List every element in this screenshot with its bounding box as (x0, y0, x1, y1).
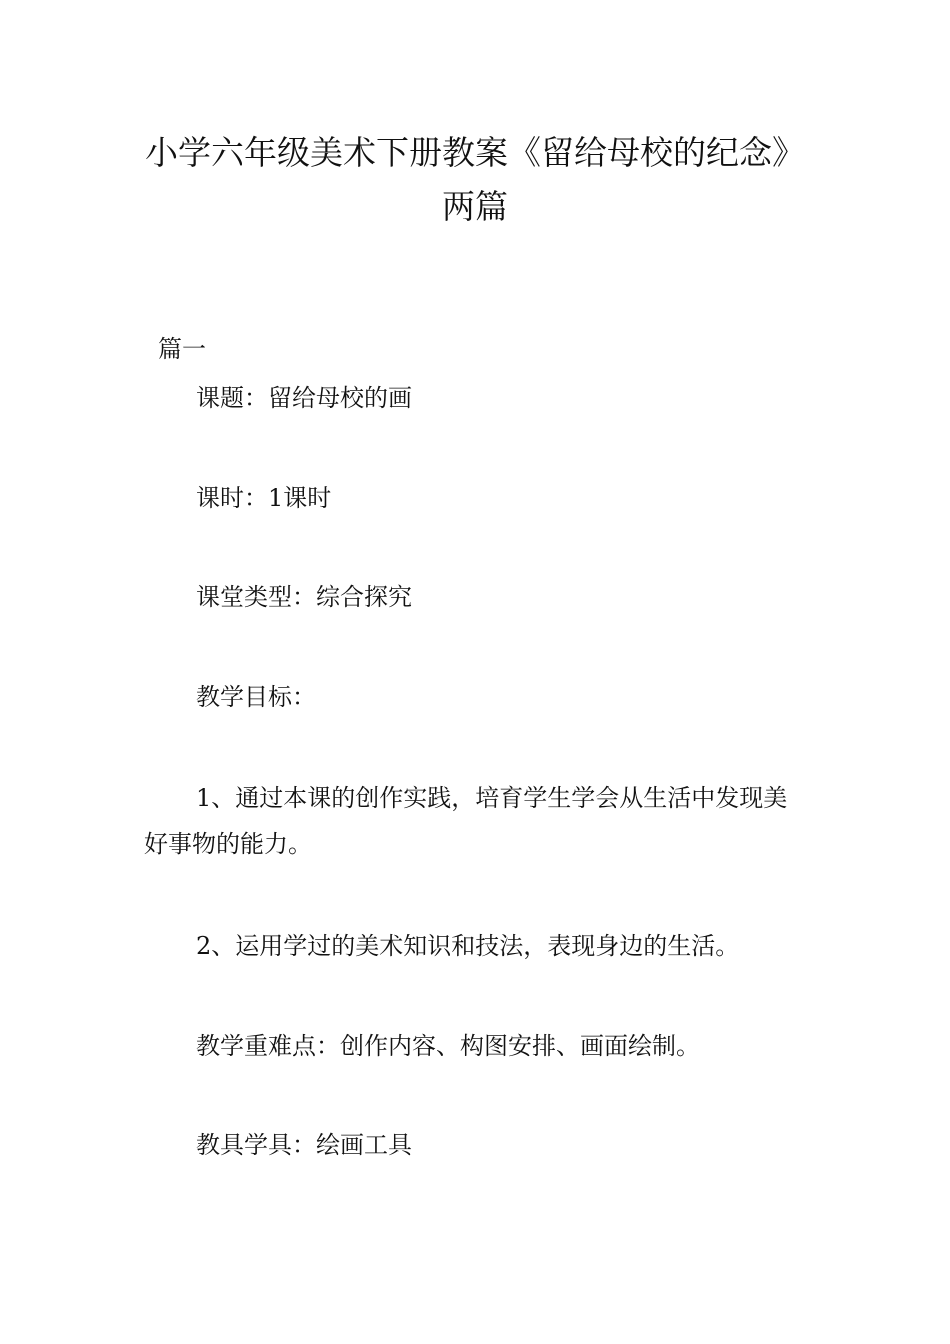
paragraph-key-points: 教学重难点：创作内容、构图安排、画面绘制。 (196, 1032, 700, 1060)
paragraph-class-type: 课堂类型：综合探究 (196, 583, 412, 611)
paragraph-teaching-tools: 教具学具：绘画工具 (196, 1131, 412, 1159)
section-heading: 篇一 (158, 335, 206, 363)
paragraph-objective-2: 2、运用学过的美术知识和技法，表现身边的生活。 (196, 932, 740, 960)
document-title: 小学六年级美术下册教案《留给母校的纪念》两篇 (145, 133, 805, 226)
paragraph-class-hours: 课时：1课时 (196, 484, 332, 512)
paragraph-objectives-heading: 教学目标： (196, 683, 316, 711)
paragraph-topic: 课题：留给母校的画 (196, 384, 412, 412)
paragraph-objective-1: 1、通过本课的创作实践，培育学生学会从生活中发现美好事物的能力。 (144, 784, 788, 858)
